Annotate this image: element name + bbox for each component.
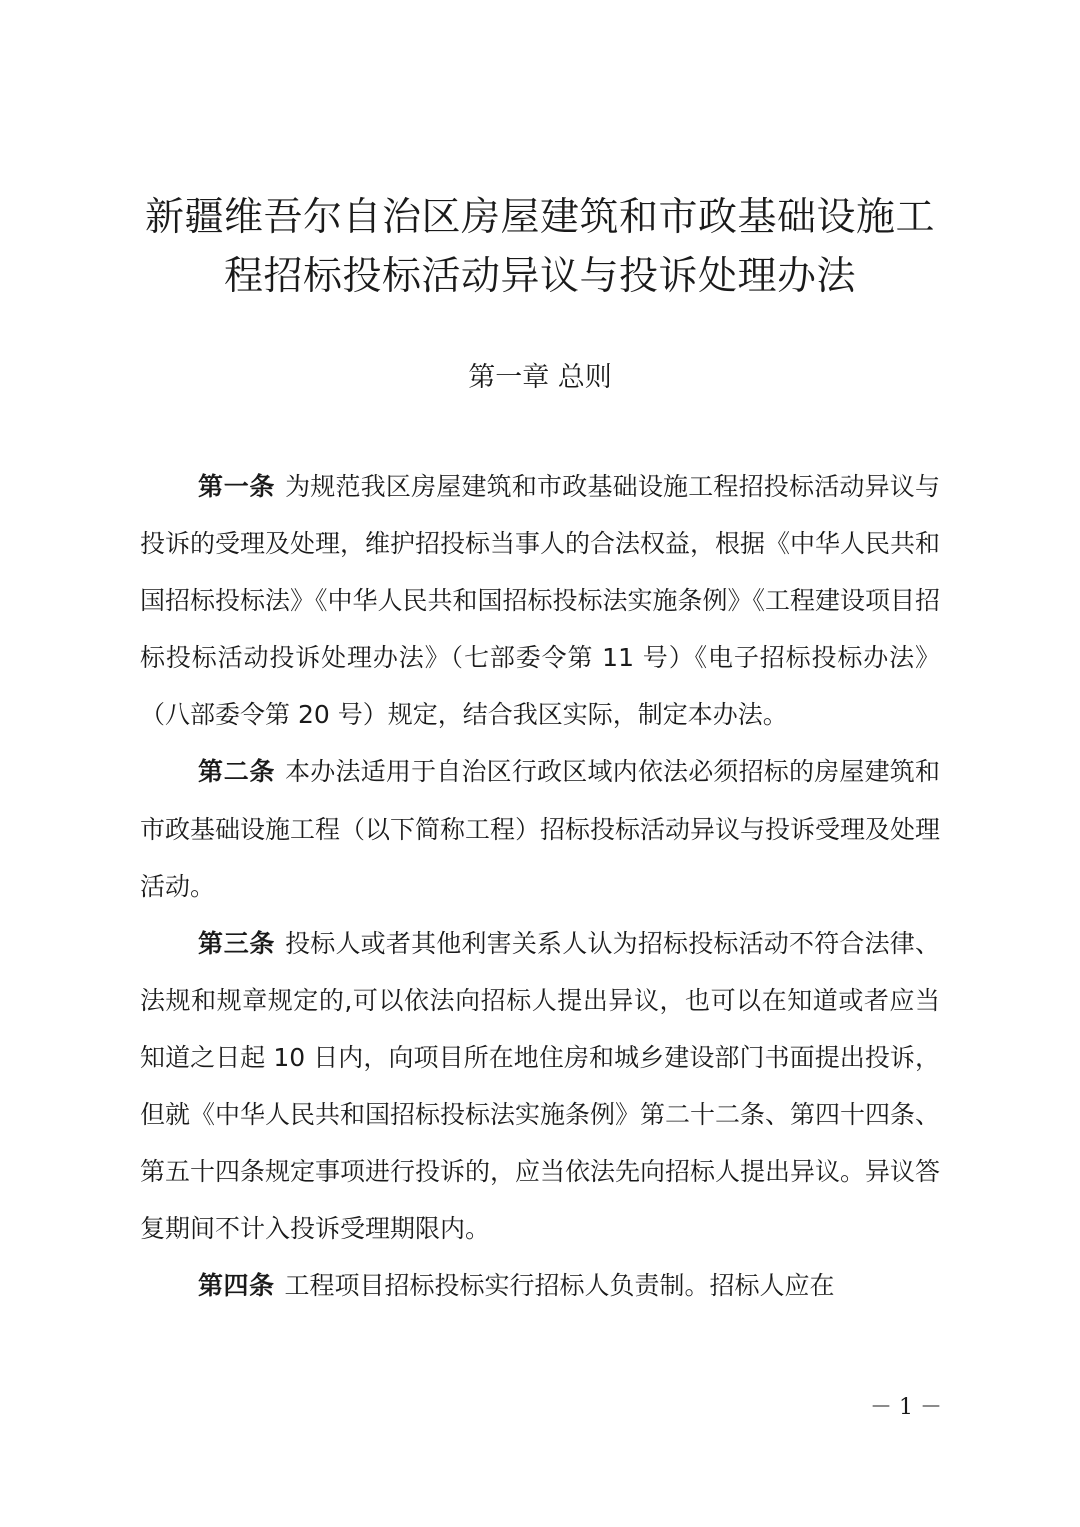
article-3 xyxy=(140,915,940,1258)
article-text: 本办法适用于自治区行政区域内依法必须招标的房屋建筑和市政基础设施工程（以下简称工程）招标投标活动异议与投诉受理及处理活动。 xyxy=(140,757,941,901)
title-line-1: 新疆维吾尔自治区房屋建筑和市政基础设施工 xyxy=(144,195,935,240)
document-body xyxy=(140,458,940,1314)
article-text: 为规范我区房屋建筑和市政基础设施工程招投标活动异议与投诉的受理及处理，维护招投标当事人的合法权益，根据《中华人民共和国招标投标法》《中华人民共和国招标投标法实施条例》《工程建设项目招标投标活动投诉处理办法》（七部委令第 11 号）《电子招标投标办法》（八部委令第 20 号）规定，结合我区实际，制定本办法。 xyxy=(140,472,941,730)
document-title xyxy=(120,188,960,306)
page-number: － 1 － xyxy=(870,1395,942,1420)
article-text: 工程项目招标投标实行招标人负责制。招标人应在 xyxy=(284,1271,835,1301)
article-1 xyxy=(140,458,940,743)
title-line-2: 程招标投标活动异议与投诉处理办法 xyxy=(223,254,856,299)
chapter-heading: 第一章 总则 xyxy=(468,362,612,393)
article-text: 投标人或者其他利害关系人认为招标投标活动不符合法律、法规和规章规定的,可以依法向招标人提出异议，也可以在知道或者应当知道之日起 10 日内，向项目所在地住房和城乡建设部门书面提出投诉，但就《中华人民共和国招标投标法实施条例》第二十二条、第四十四条、第五十四条规定事项进行投诉的，应当依法先向招标人提出异议。异议答复期间不计入投诉受理期限内。 xyxy=(140,928,941,1244)
article-label: 第四条 xyxy=(198,1271,275,1301)
article-label: 第三条 xyxy=(198,928,276,958)
article-2 xyxy=(140,743,940,914)
article-label: 第一条 xyxy=(198,472,276,501)
article-4 xyxy=(140,1257,940,1314)
article-label: 第二条 xyxy=(198,757,276,787)
